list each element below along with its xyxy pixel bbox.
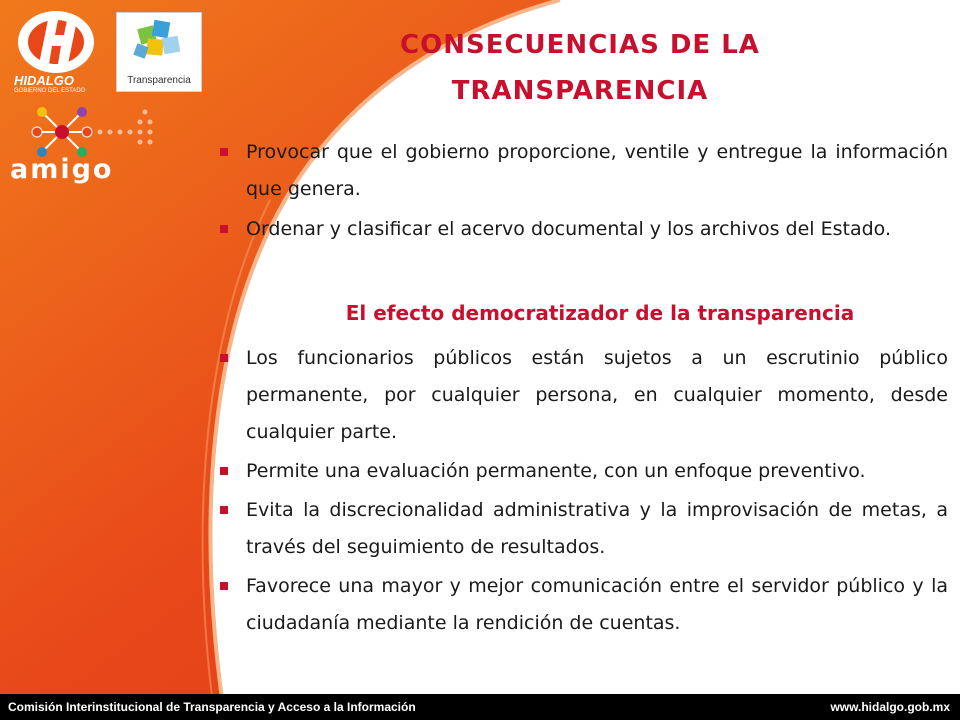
footer-commission-text: Comisión Interinstitucional de Transparencia y Acceso a la Información [8, 700, 416, 714]
amigo-logo [2, 100, 162, 185]
list-item: Permite una evaluación permanente, con un enfoque preventivo. [212, 453, 948, 490]
bullet-list-bottom [212, 340, 948, 644]
hidalgo-brand-text: HIDALGO [14, 73, 74, 88]
title-line-1: CONSECUENCIAS DE LA [400, 30, 760, 60]
list-item: Los funcionarios públicos están sujetos a un escrutinio público permanente, por cualquier persona, en cualquier momento, desde cualquier parte. [212, 340, 948, 451]
square-bullet-icon [220, 148, 228, 156]
square-bullet-icon [220, 467, 228, 475]
puzzle-icon [117, 13, 201, 69]
list-item: Evita la discrecionalidad administrativa y la improvisación de metas, a través del seguimiento de resultados. [212, 492, 948, 566]
square-bullet-icon [220, 354, 228, 362]
list-item: Favorece una mayor y mejor comunicación entre el servidor público y la ciudadanía mediante la rendición de cuentas. [212, 568, 948, 642]
section-subtitle: El efecto democratizador de la transparencia [345, 301, 855, 325]
list-item: Ordenar y clasificar el acervo documental y los archivos del Estado. [212, 211, 948, 248]
bullet-list-top [212, 134, 948, 251]
amigo-word: amigo [10, 154, 114, 185]
square-bullet-icon [220, 582, 228, 590]
footer-bar [0, 694, 960, 720]
transparencia-label: Transparencia [127, 75, 191, 86]
hidalgo-logo [6, 6, 106, 98]
transparencia-logo [116, 12, 202, 92]
title-line-2: TRANSPARENCIA [451, 76, 709, 106]
square-bullet-icon [220, 506, 228, 514]
list-item: Provocar que el gobierno proporcione, ventile y entregue la información que genera. [212, 134, 948, 208]
slide-title [330, 22, 830, 114]
square-bullet-icon [220, 225, 228, 233]
footer-website-link[interactable]: www.hidalgo.gob.mx [830, 700, 950, 714]
hidalgo-sub-text: GOBIERNO DEL ESTADO [14, 88, 86, 94]
